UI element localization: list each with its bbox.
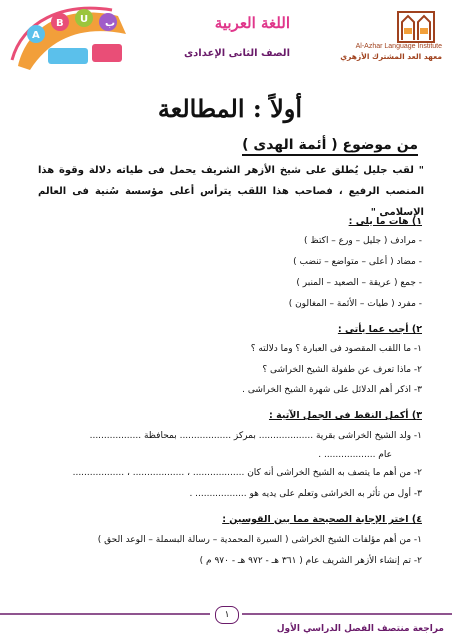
q3-item-2: ٢- من أهم ما يتصف به الشيخ الخراشى أنه كان .................. ، .................. ، .................. <box>72 468 422 478</box>
question-3-heading: ٣) أكمل النقط فى الجمل الآتية : <box>268 410 422 421</box>
q2-item <box>262 365 422 375</box>
q2-item <box>251 344 422 354</box>
question-1 <box>349 216 422 227</box>
q4-item <box>200 556 422 566</box>
topic-heading: من موضوع ( أئمة الهدى ) <box>242 137 418 156</box>
q3-item <box>189 489 422 499</box>
svg-text:ب: ب <box>105 18 116 29</box>
question-4-heading: ٤) اختر الإجابة الصحيحة مما بين القوسين : <box>222 514 422 525</box>
q1-item <box>296 278 422 288</box>
q1-item <box>293 257 422 267</box>
q1-item <box>304 236 422 246</box>
grade-label: الصف الثانى الإعدادى <box>183 48 290 59</box>
q3-item <box>318 450 392 460</box>
page-number: ١ <box>215 606 239 624</box>
language-letters-logo <box>8 4 136 74</box>
question-2 <box>338 324 422 335</box>
institute-name-ar: معهد العد المشترك الأزهري <box>340 52 442 61</box>
q2-item <box>242 385 422 395</box>
q4-item-1: ١- من أهم مؤلفات الشيخ الخراشى ( السيرة المحمدية – رسالة البسملة – الوعد الحق ) <box>97 535 422 545</box>
q2-item-3: ٣- اذكر أهم الدلائل على شهرة الشيخ الخراشى . <box>242 385 422 395</box>
question-1-heading: ١) هات ما يلى : <box>348 216 422 227</box>
q1-item-3: - جمع ( عريقة – الصعيد – المنبر ) <box>296 278 422 288</box>
svg-text:B: B <box>56 18 64 29</box>
q1-item-1: - مرادف ( جليل – ورع – اكتظ ) <box>304 236 422 246</box>
subject-title: اللغة العربية <box>214 14 290 32</box>
institute-logo <box>286 6 446 46</box>
footer-text: مراجعة منتصف الفصل الدراسي الأول <box>276 624 444 634</box>
section-title: أولاً : المطالعة <box>157 94 303 123</box>
q4-item-2: ٢- تم إنشاء الأزهر الشريف عام ( ٣٦١ هـ - ٩٧٢ هـ - ٩٧٠ م ) <box>199 556 422 566</box>
intro-paragraph: " لقب جليل يُطلق على شيخ الأزهر الشريف يحمل فى طياته دلالة وقوة هذا المنصب الرفيع ، فصاحب هذا اللقب يترأس أعلى مؤسسة سُنية فى العالم الإسلامى " <box>38 165 424 218</box>
q1-item-2: - مضاد ( أعلى – متواضع – تنضب ) <box>293 257 422 267</box>
institute-name-en: Al-Azhar Language Institute <box>355 43 442 50</box>
q2-item-1: ١- ما اللقب المقصود فى العبارة ؟ وما دلالته ؟ <box>250 344 422 354</box>
q3-item-3: ٣- أول من تأثر به الخراشى وتعلم على يديه هو .................. . <box>189 489 422 499</box>
question-2-heading: ٢) أجب عما يأتى : <box>337 324 422 335</box>
q1-item-4: - مفرد ( طيات – الأئمة – المغالون ) <box>288 299 422 309</box>
question-4 <box>222 514 422 525</box>
q3-item <box>90 431 422 441</box>
svg-text:U: U <box>80 14 89 25</box>
q2-item-2: ٢- ماذا تعرف عن طفولة الشيخ الخراشى ؟ <box>262 365 422 375</box>
q3-item-1-cont: عام .................. . <box>318 450 392 460</box>
question-3 <box>269 410 422 421</box>
q3-item-1: ١- ولد الشيخ الخراشى بقرية ................... بمركز .................. بمحافظة .................. <box>89 431 422 441</box>
q1-item <box>289 299 422 309</box>
q3-item <box>73 468 422 478</box>
q4-item <box>98 535 422 545</box>
svg-text:A: A <box>32 30 40 41</box>
